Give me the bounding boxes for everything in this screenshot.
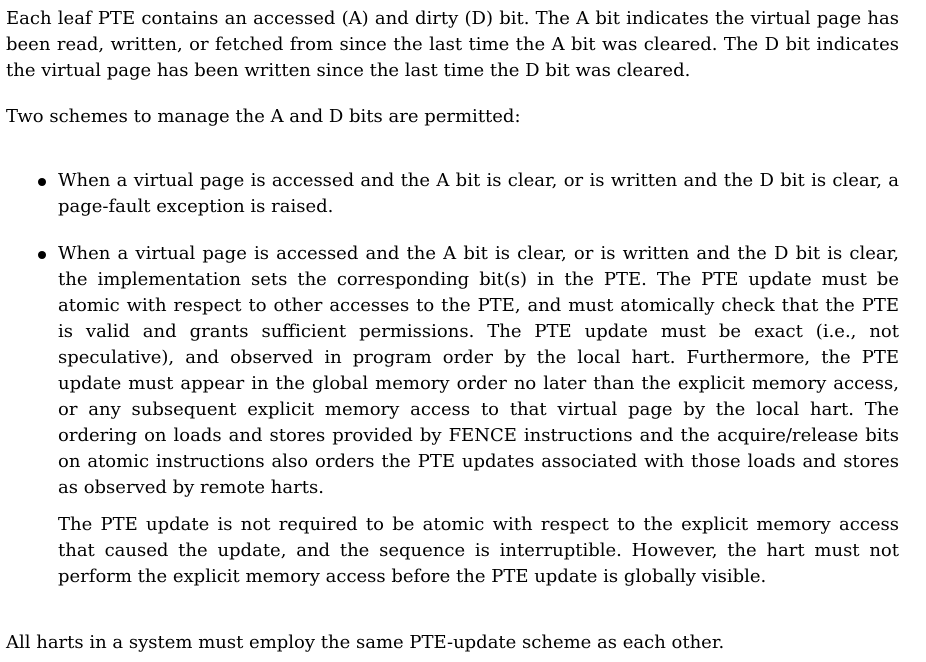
scheme-2-continuation: The PTE update is not required to be atomic with respect to the explicit memory access that caused the update, and the sequence is interruptible. However, the hart must not perform the explicit memory access before the PTE update is globally visible. [58, 514, 899, 587]
intro-paragraph: Each leaf PTE contains an accessed (A) and dirty (D) bit. The A bit indicates the virtual page has been read, written, or fetched from since the last time the A bit was cleared. The D bit indicates the virtual page has been written since the last time the D bit was cleared. [6, 8, 899, 81]
scheme-1-text: When a virtual page is accessed and the A bit is clear, or is written and the D bit is clear, a page-fault exception is raised. [58, 170, 899, 217]
list-item [6, 168, 899, 220]
schemes-list [6, 168, 899, 590]
scheme-2-text: When a virtual page is accessed and the A bit is clear, or is written and the D bit is clear, the implementation sets the corresponding bit(s) in the PTE. The PTE update must be atomic with respect to other accesses to the PTE, and must atomically check that the PTE is valid and grants sufficient permissions. The PTE update must be exact (i.e., not speculative), and observed in program order by the local hart. Furthermore, the PTE update must appear in the global memory order no later than the explicit memory access, or any subsequent explicit memory access to that virtual page by the local hart. The ordering on loads and stores provided by FENCE instructions and the acquire/release bits on atomic instructions also orders the PTE updates associated with those loads and stores as observed by remote harts. [58, 243, 899, 498]
list-item [6, 241, 899, 590]
final-paragraph: All harts in a system must employ the same PTE-update scheme as each other. [6, 632, 725, 653]
document-page [6, 6, 899, 656]
bullet-icon [38, 251, 46, 259]
schemes-lead-paragraph: Two schemes to manage the A and D bits are permitted: [6, 106, 521, 127]
bullet-icon [38, 178, 46, 186]
